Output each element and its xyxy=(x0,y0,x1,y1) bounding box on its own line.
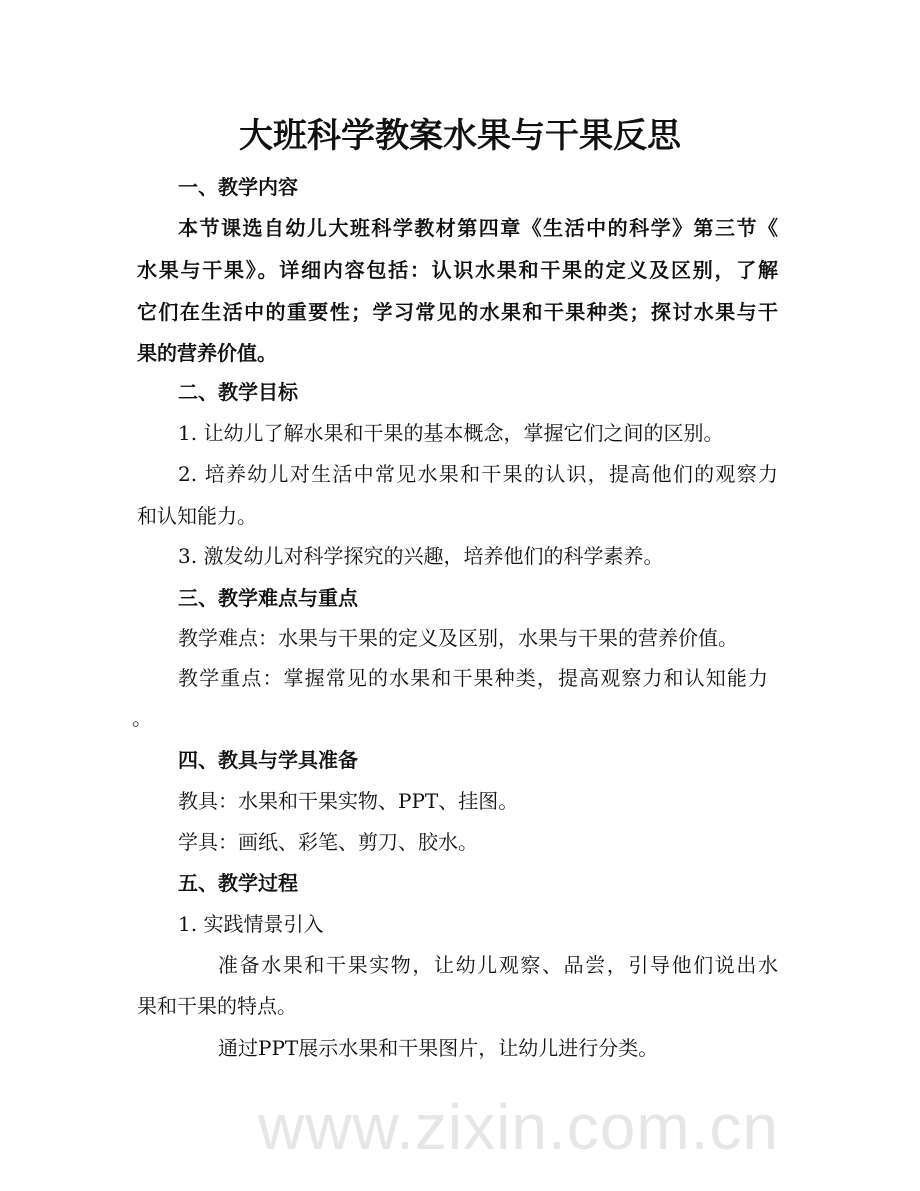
list-item: 3. 激发幼儿对科学探究的兴趣，培养他们的科学素养。 xyxy=(178,544,664,568)
watermark: www.zixin.com.cn xyxy=(258,1091,779,1163)
list-item: 和认知能力。 xyxy=(137,504,257,528)
list-item: 1. 实践情景引入 xyxy=(178,912,324,936)
section-heading: 二、教学目标 xyxy=(178,380,298,404)
paragraph-line: 教学难点：水果与干果的定义及区别，水果与干果的营养价值。 xyxy=(178,626,738,650)
section-heading: 一、教学内容 xyxy=(178,175,298,199)
list-item: 1. 让幼儿了解水果和干果的基本概念，掌握它们之间的区别。 xyxy=(178,421,724,445)
document-title: 大班科学教案水果与干果反思 xyxy=(239,116,681,156)
paragraph-line: 学具：画纸、彩笔、剪刀、胶水。 xyxy=(178,830,478,854)
section-heading: 五、教学过程 xyxy=(178,871,298,895)
paragraph-line: 准备水果和干果实物，让幼儿观察、品尝，引导他们说出水 xyxy=(218,953,778,977)
paragraph-line: 水果与干果》。详细内容包括：认识水果和干果的定义及区别，了解 xyxy=(137,258,778,282)
paragraph-line: 。 xyxy=(132,706,152,730)
section-heading: 四、教具与学具准备 xyxy=(178,748,358,772)
paragraph-line: 果和干果的特点。 xyxy=(137,994,297,1018)
paragraph-line: 通过PPT展示水果和干果图片，让幼儿进行分类。 xyxy=(218,1036,659,1060)
paragraph-line: 它们在生活中的重要性；学习常见的水果和干果种类；探讨水果与干 xyxy=(137,300,778,324)
paragraph-line: 教具：水果和干果实物、PPT、挂图。 xyxy=(178,789,519,813)
section-heading: 三、教学难点与重点 xyxy=(178,586,358,610)
paragraph-line: 本节课选自幼儿大班科学教材第四章《生活中的科学》第三节《 xyxy=(178,216,778,240)
paragraph-line: 果的营养价值。 xyxy=(137,341,277,365)
list-item: 2. 培养幼儿对生活中常见水果和干果的认识，提高他们的观察力 xyxy=(178,462,778,486)
paragraph-line: 教学重点：掌握常见的水果和干果种类，提高观察力和认知能力 xyxy=(178,666,768,690)
